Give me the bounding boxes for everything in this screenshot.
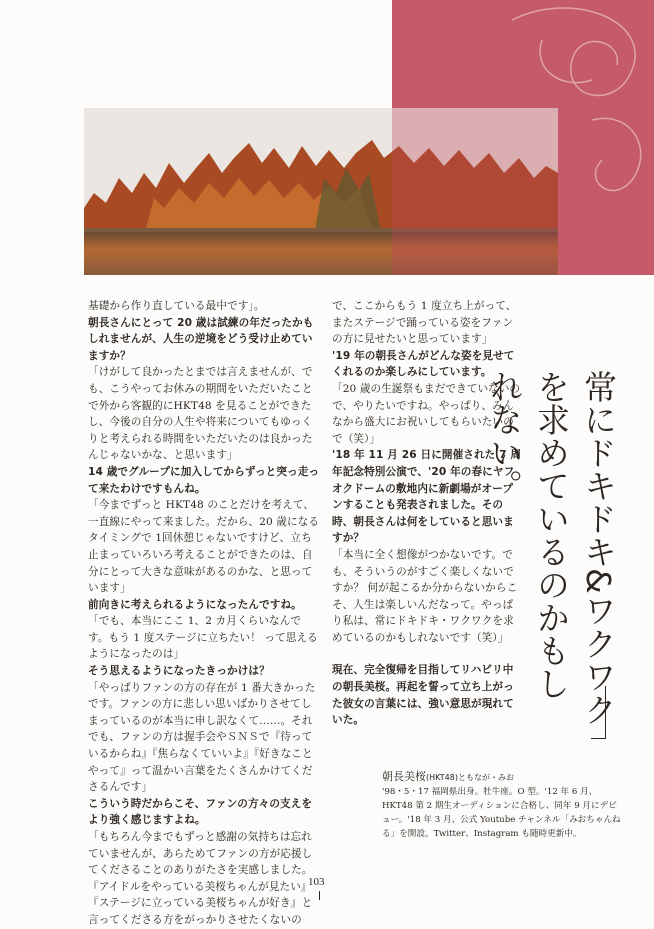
profile-name: 朝長美桜	[382, 770, 426, 783]
answer: 「やっぱりファンの方の存在が 1 番大きかったです。ファンの方に悲しい思いばかりさせてしまっているのが本当に申し訳なくて……。それでも、ファンの方は握手会やＳＮＳで『待っているからね』『焦らなくていいよ』『好きなことやって』って温かい言葉をたくさんかけてくださるんです」	[88, 681, 316, 794]
profile-reading: ともなが・みお	[457, 773, 514, 782]
page-number: 103	[308, 876, 325, 888]
answer: 「本当に全く想像がつかないです。でも、そういうのがすごく楽しくないですか？ 何が起こるか分からないからこそ、人生は楽しいんだなって。やっぱり私は、常にドキドキ・ワクワクを求めているのかもしれないです（笑）」	[332, 548, 518, 644]
answer: 「今までずっと HKT48 のことだけを考えて、一直線にやって来ました。だから、20 歳になるタイミングで 1回休憩じゃないですけど、立ち止まっていろいろ考えることができたのは、自分にとって大きな意味があるのかな、と思っています」	[88, 499, 320, 595]
page-number-tick	[319, 891, 320, 900]
closing-paragraph: 現在、完全復帰を目指してリハビリ中の朝長美桜。再起を誓って立ち上がった彼女の言葉には、強い意思が現れていた。	[332, 664, 514, 727]
text-block: 基礎から作り直している最中です」。	[88, 300, 265, 312]
answer: で、ここからもう 1 度立ち上がって、またステージで踊っている姿をファンの方に見せたいと思っています」	[332, 300, 517, 346]
question: 前向きに考えられるようになったんですね。	[88, 598, 302, 611]
profile-box	[382, 770, 622, 841]
vertical-headline: 常にドキドキ&ワクワクを求めているのかもしれない。	[485, 370, 618, 726]
headline-bracket	[591, 686, 606, 739]
answer: 「でも、本当にここ 1、2 カ月くらいなんです。もう 1 度ステージに立ちたい！ って思えるようになったのは」	[88, 615, 318, 661]
answer: 「20 歳の生誕祭もまだできていないので、やりたいですね。やっぱり、みんなから盛大にお祝いしてもらいたいので（笑）」	[332, 382, 521, 445]
profile-group: (HKT48)	[426, 773, 458, 782]
question: '18 年 11 月 26 日に開催された 7 周年記念特別公演で、'20 年の春にヤフオクドームの敷地内に新劇場がオープンすることも発表されました。その時、朝長さんは何をしていると思いますか？	[332, 449, 522, 545]
question: 14 歳でグループに加入してからずっと突っ走って来たわけですもんね。	[88, 465, 320, 495]
left-column	[88, 298, 320, 929]
answer: 「けがして良かったとまでは言えませんが、でも、こうやってお休みの期間をいただいたことで外から客観的にHKT48 を見ることができたし、今後の自分の人生や将来についてもゆっくりと考えられる時間をいただいたのは良かったんじゃないかな、と思います」	[88, 366, 313, 462]
question: '19 年の朝長さんがどんな姿を見せてくれるのか楽しみにしています。	[332, 349, 515, 379]
answer: 「もちろん今までもずっと感謝の気持ちは忘れていませんが、あらためてファンの方が応援してくださることのありがたさを実感しました。『アイドルをやっている美桜ちゃんが見たい』『ステージに立っている美桜ちゃんが好き』と言ってくださる方をがっかりさせたくないの	[88, 831, 313, 926]
question: 朝長さんにとって 20 歳は試練の年だったかもしれませんが、人生の逆境をどう受け止めていますか？	[88, 316, 314, 362]
profile-name-line	[382, 770, 622, 785]
question: こういう時だからこそ、ファンの方々の支えをより強く感じますよね。	[88, 797, 313, 827]
question: そう思えるようになったきっかけは？	[88, 665, 270, 678]
autumn-trees-photo	[84, 108, 558, 275]
middle-column	[332, 298, 522, 729]
profile-bio: '98・5・17 福岡県出身。牡牛座。O 型。'12 年 6 月、HKT48 第 2 期生オーディションに合格し、同年 9 月にデビュー。'18 年 3 月、公式 Youtube チャンネル「みおちゃんねる」を開設。Twitter、Instagram も随時更新中。	[382, 787, 621, 839]
